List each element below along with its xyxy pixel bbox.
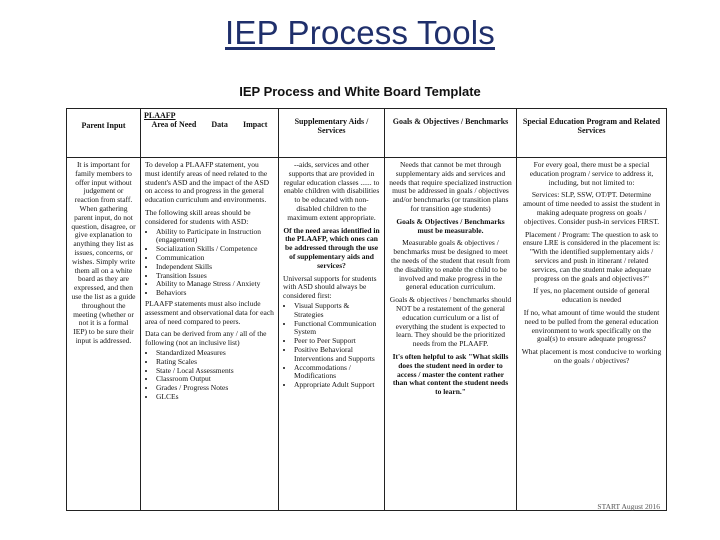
template-table bbox=[66, 108, 667, 511]
sped-p5: If no, what amount of time would the student need to be pulled from the general education environment to work specifically on the goal(s) to ensure adequate progress? bbox=[523, 307, 660, 344]
goals-p2: Goals & Objectives / Benchmarks must be measurable. bbox=[396, 216, 505, 235]
list-item: • Classroom Output bbox=[156, 375, 274, 384]
plaafp-skills-list bbox=[145, 228, 274, 298]
plaafp-statements: PLAAFP statements must also include assessment and observational data for each area of need compared to peers. bbox=[145, 298, 274, 326]
list-item: • Visual Supports & Strategies bbox=[294, 302, 380, 320]
goals-p3: Measurable goals & objectives / benchmarks must be designed to meet the needs of the student that result from the disability to enable the child to be involved and make progress in the general education curriculum. bbox=[391, 238, 510, 292]
plaafp-data-list bbox=[145, 349, 274, 402]
header-goals bbox=[385, 109, 517, 158]
document-title: IEP Process and White Board Template bbox=[239, 84, 481, 99]
list-item: • Peer to Peer Support bbox=[294, 337, 380, 346]
list-item: • Rating Scales bbox=[156, 358, 274, 367]
list-item: • Grades / Progress Notes bbox=[156, 384, 274, 393]
header-area-of-need: Area of Need bbox=[151, 120, 197, 129]
header-row bbox=[67, 109, 667, 158]
header-sped-label: Special Education Program and Related Services bbox=[522, 117, 661, 135]
goals-p4: Goals & objectives / benchmarks should NOT be a restatement of the general education curriculum or a list of everything the student is expected to learn. They should be the prioritized needs from the PLAAFP. bbox=[389, 295, 512, 349]
header-plaafp-sub bbox=[144, 120, 275, 129]
header-parent-input bbox=[67, 109, 141, 158]
sped-p1: For every goal, there must be a special education program / service to address it, including, but not limited to: bbox=[529, 160, 654, 187]
supp-intro: --aids, services and other supports that are provided in regular education classes ...... to enable children with disabilities to be educated with non-disabled children to the maximum extent appropriate. bbox=[283, 160, 380, 222]
list-item: • Independent Skills bbox=[156, 263, 274, 272]
header-parent-label: Parent Input bbox=[81, 121, 126, 130]
list-item: • Appropriate Adult Support bbox=[294, 381, 380, 390]
sped-p3: Placement / Program: The question to ask to ensure LRE is considered in the placement is: "With the identified supplementary aids / services and push in itinerant / related services, can the student make adequate progress on the goals and objectives?" bbox=[522, 229, 661, 283]
header-sped-program bbox=[517, 109, 667, 158]
header-data: Data bbox=[211, 120, 228, 129]
document-footer: START August 2016 bbox=[597, 502, 660, 511]
plaafp-cell bbox=[141, 158, 279, 511]
sped-p2: Services: SLP, SSW, OT/PT. Determine amount of time needed to assist the student in making adequate progress on goals / objectives. Consider push-in services FIRST. bbox=[522, 190, 661, 226]
template-document bbox=[66, 108, 666, 528]
header-supp-label: Supplementary Aids / Services bbox=[294, 117, 369, 135]
list-item: • Positive Behavioral Interventions and Supports bbox=[294, 346, 380, 364]
slide-title: IEP Process Tools bbox=[225, 14, 495, 51]
supp-universal-intro: Universal supports for students with ASD should always be considered first: bbox=[283, 273, 377, 301]
goals-p5: It's often helpful to ask "What skills does the student need in order to access / master the content rather than what content the student needs to learn." bbox=[392, 351, 509, 397]
list-item: • Accommodations / Modifications bbox=[294, 364, 380, 382]
header-supplementary bbox=[279, 109, 385, 158]
sped-cell bbox=[517, 158, 667, 511]
content-row bbox=[67, 158, 667, 511]
header-goals-label: Goals & Objectives / Benchmarks bbox=[392, 117, 509, 126]
plaafp-data-intro: Data can be derived from any / all of the following (not an inclusive list) bbox=[145, 329, 267, 348]
supp-universal-list bbox=[283, 302, 380, 390]
list-item: • Standardized Measures bbox=[156, 349, 274, 358]
list-item: • Transition Issues bbox=[156, 272, 274, 281]
list-item: • GLCEs bbox=[156, 393, 274, 402]
list-item: • Socialization Skills / Competence bbox=[156, 245, 274, 254]
list-item: • Functional Communication System bbox=[294, 320, 380, 338]
list-item: • State / Local Assessments bbox=[156, 367, 274, 376]
header-plaafp-label: PLAAFP bbox=[144, 111, 176, 120]
goals-p1: Needs that cannot be met through supplementary aids and services and needs that require specialized instruction must be addressed in goals / objectives and/or benchmarks (or transition plans for transition age students) bbox=[389, 160, 512, 213]
sped-p6: What placement is most conducive to working on the goals / objectives? bbox=[521, 347, 662, 365]
goals-cell bbox=[385, 158, 517, 511]
supp-areas: Of the need areas identified in the PLAAFP, which ones can be addressed through the use of supplementary aids and services? bbox=[283, 225, 380, 270]
sped-p4: If yes, no placement outside of general education is needed bbox=[533, 286, 650, 305]
list-item: • Ability to Participate in Instruction (engagement) bbox=[156, 228, 274, 246]
header-plaafp bbox=[141, 109, 279, 158]
supplementary-cell bbox=[279, 158, 385, 511]
parent-input-text: It is important for family members to offer input without judgement or reaction from staff. When gathering parent input, do not question, disagree, or give explanation to anything they list as issues, concerns, or wishes. Simply write them all on a white board as they are expressed, and then use the list as a guide throughout the meeting (whether or not it is a formal IEP) to be sure their input is addressed. bbox=[71, 160, 136, 345]
plaafp-intro: To develop a PLAAFP statement, you must identify areas of need related to the student's ASD and the impact of the ASD on access to and progress in the general education curriculum and environments. bbox=[145, 160, 270, 205]
plaafp-skills-intro: The following skill areas should be considered for students with ASD: bbox=[145, 207, 251, 226]
list-item: • Behaviors bbox=[156, 289, 274, 298]
parent-input-cell bbox=[67, 158, 141, 511]
header-impact: Impact bbox=[242, 120, 268, 129]
list-item: • Ability to Manage Stress / Anxiety bbox=[156, 280, 274, 289]
list-item: • Communication bbox=[156, 254, 274, 263]
